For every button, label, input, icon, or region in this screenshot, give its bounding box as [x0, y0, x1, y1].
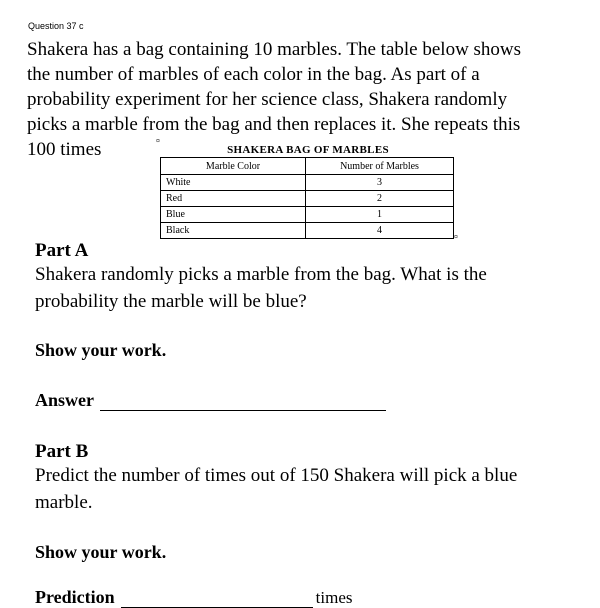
- intro-line: Shakera has a bag containing 10 marbles. The table below shows: [27, 39, 522, 60]
- cell-count: 3: [306, 175, 454, 191]
- cell-count: 4: [306, 223, 454, 239]
- part-b-line: Predict the number of times out of 150 Shakera will pick a blue: [35, 465, 518, 486]
- intro-line: the number of marbles of each color in the bag. As part of a: [27, 64, 480, 85]
- cell-color: Blue: [161, 207, 306, 223]
- table-row: [161, 223, 454, 239]
- part-b-question: [35, 462, 585, 516]
- question-label: Question 37 c: [28, 21, 84, 31]
- table-title: SHAKERA BAG OF MARBLES: [227, 144, 389, 156]
- cell-color: Red: [161, 191, 306, 207]
- part-b-line: marble.: [35, 492, 93, 513]
- table-header-row: [161, 158, 454, 175]
- marbles-table-container: [160, 143, 456, 239]
- part-b-heading: Part B: [35, 441, 89, 462]
- cell-count: 2: [306, 191, 454, 207]
- marbles-table: [160, 157, 454, 239]
- part-a-answer-row: [35, 390, 386, 411]
- prediction-blank[interactable]: [121, 589, 313, 608]
- cell-count: 1: [306, 207, 454, 223]
- table-row: [161, 207, 454, 223]
- table-row: [161, 191, 454, 207]
- answer-label: Answer: [35, 390, 94, 410]
- part-a-heading: Part A: [35, 240, 89, 261]
- part-a-question: [35, 261, 585, 315]
- prediction-label: Prediction: [35, 587, 115, 607]
- part-a-line: probability the marble will be blue?: [35, 291, 307, 312]
- part-a-show-work: Show your work.: [35, 340, 167, 360]
- cell-color: Black: [161, 223, 306, 239]
- intro-line: 100 times: [27, 139, 102, 160]
- header-number-of-marbles: Number of Marbles: [306, 158, 454, 175]
- intro-line: picks a marble from the bag and then replaces it. She repeats this: [27, 114, 521, 135]
- part-b-prediction-row: [35, 587, 353, 608]
- intro-line: probability experiment for her science class, Shakera randomly: [27, 89, 508, 110]
- part-b-show-work: Show your work.: [35, 542, 167, 562]
- answer-blank[interactable]: [100, 392, 386, 411]
- table-row: [161, 175, 454, 191]
- header-marble-color: Marble Color: [161, 158, 306, 175]
- cell-color: White: [161, 175, 306, 191]
- part-a-line: Shakera randomly picks a marble from the bag. What is the: [35, 264, 487, 285]
- table-anchor-mark: ¤: [156, 138, 160, 145]
- table-end-mark: ¤: [454, 234, 458, 241]
- prediction-unit: times: [315, 588, 353, 607]
